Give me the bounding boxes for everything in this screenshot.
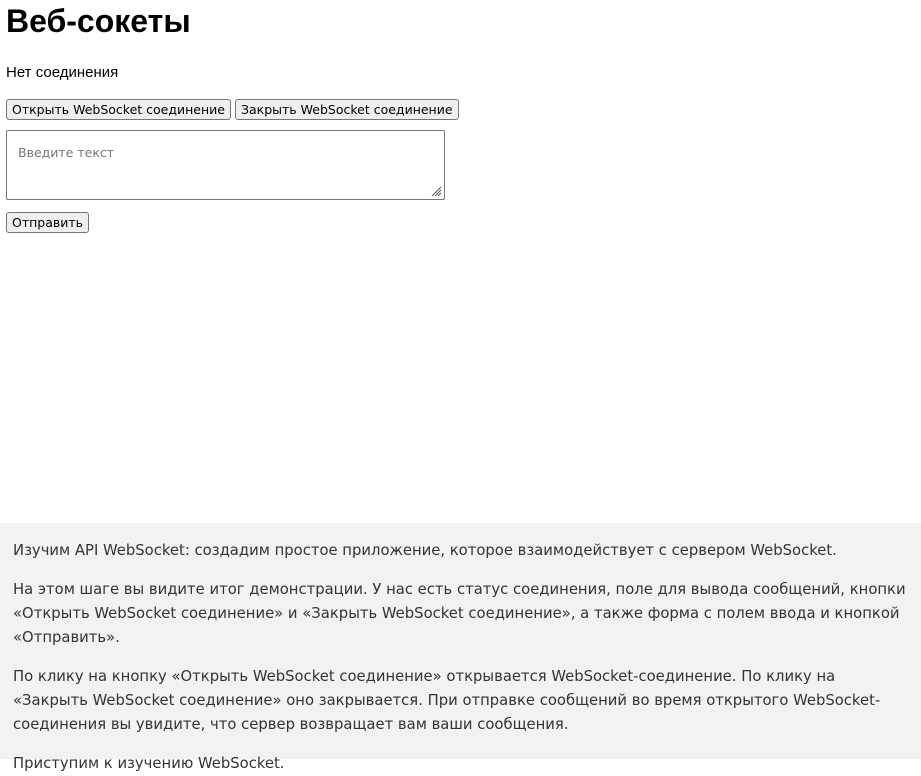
info-paragraph: По клику на кнопку «Открыть WebSocket соединение» открывается WebSocket-соединение. По клику на «Закрыть WebSocket соединение» оно закрывается. При отправке сообщений во время открытого WebSocket-соединения вы увидите, что сервер возвращает вам ваши сообщения. xyxy=(13,668,881,733)
connection-buttons xyxy=(6,99,906,120)
send-button[interactable]: Отправить xyxy=(6,212,89,233)
message-textarea[interactable] xyxy=(6,130,445,200)
page-title: Веб-сокеты xyxy=(6,3,191,39)
open-websocket-button[interactable]: Открыть WebSocket соединение xyxy=(6,99,231,120)
connection-status: Нет соединения xyxy=(6,64,119,81)
info-paragraph: На этом шаге вы видите итог демонстрации. У нас есть статус соединения, поле для вывода сообщений, кнопки «Открыть WebSocket соединение» и «Закрыть WebSocket соединение», а также форма с полем ввода и кнопкой «Отправить». xyxy=(13,581,906,646)
info-panel xyxy=(0,523,921,772)
send-row xyxy=(6,212,906,233)
websocket-demo xyxy=(6,0,906,233)
resize-grip-icon[interactable] xyxy=(430,185,442,197)
info-paragraph: Изучим API WebSocket: создадим простое приложение, которое взаимодействует с сервером WebSocket. xyxy=(13,542,837,559)
close-websocket-button[interactable]: Закрыть WebSocket соединение xyxy=(235,99,459,120)
message-field-wrapper xyxy=(6,130,445,200)
info-paragraph: Приступим к изучению WebSocket. xyxy=(13,755,285,772)
